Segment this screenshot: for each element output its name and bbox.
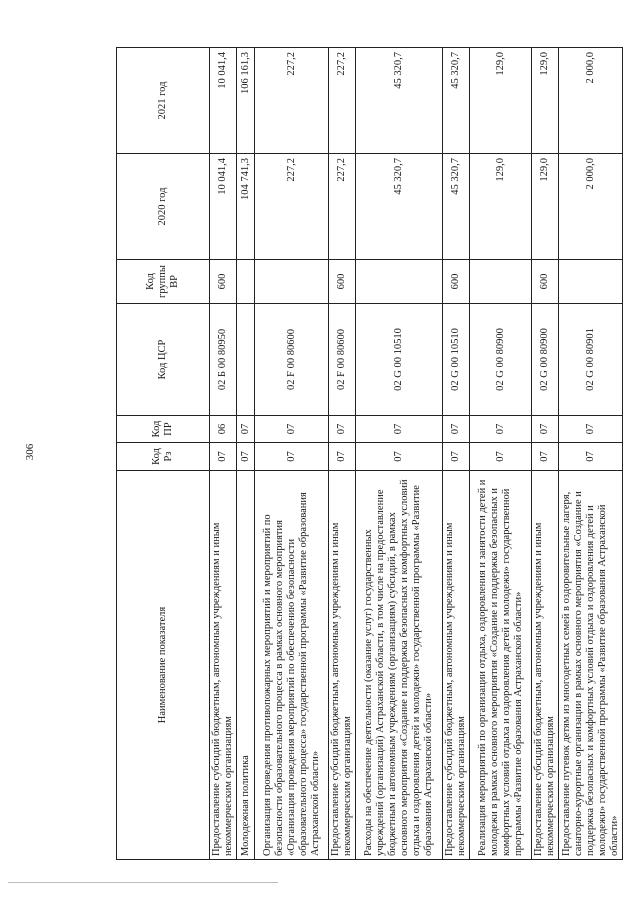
- cell-name: Предоставление субсидий бюджетным, автономным учреждениям и иным некоммерческим организациям: [210, 471, 237, 860]
- cell-rz: 07: [532, 443, 559, 471]
- table-row: [532, 48, 559, 860]
- table-row: [237, 48, 255, 860]
- cell-2020: 10 041,4: [210, 154, 237, 260]
- cell-2020: 104 741,3: [237, 154, 255, 260]
- cell-name: Предоставление субсидий бюджетным, автономным учреждениям и иным некоммерческим организациям: [329, 471, 356, 860]
- budget-table: [116, 47, 623, 860]
- header-csr: Код ЦСР: [117, 304, 210, 416]
- cell-rz: 07: [356, 443, 443, 471]
- header-vr: Код группы ВР: [117, 260, 210, 304]
- cell-2021: 45 320,7: [443, 48, 470, 154]
- cell-vr: [255, 260, 329, 304]
- cell-pr: 07: [329, 416, 356, 443]
- cell-csr: 02 Б 00 80950: [210, 304, 237, 416]
- cell-2021: 2 000,0: [559, 48, 623, 154]
- footer-divider: [8, 882, 278, 883]
- cell-vr: 600: [443, 260, 470, 304]
- cell-2020: 129,0: [532, 154, 559, 260]
- cell-pr: 06: [210, 416, 237, 443]
- cell-vr: [237, 260, 255, 304]
- cell-vr: [559, 260, 623, 304]
- cell-name: Предоставление путевок детям из многодетных семей в оздоровительные лагеря, санаторно-курортные организации в рамках основного мероприятия «Создание и поддержка безопасных и комфортных условий отдыха и оздоровления детей и молодежи» государственной программы «Развитие образования Астраханской области»: [559, 471, 623, 860]
- rotated-table-wrapper: [116, 48, 620, 860]
- header-pr: Код ПР: [117, 416, 210, 443]
- cell-name: Расходы на обеспечение деятельности (оказание услуг) государственных учреждений (организаций) Астраханской области, в том числе на предоставление бюджетным и автономным учреждениям (организациям) субсидий, в рамках основного мероприятия «Создание и поддержка безопасных и комфортных условий отдыха и оздоровления детей и молодежи» государственной программы «Развитие образования Астраханской области»: [356, 471, 443, 860]
- cell-pr: 07: [237, 416, 255, 443]
- header-name: Наименование показателя: [117, 471, 210, 860]
- cell-rz: 07: [443, 443, 470, 471]
- cell-2021: 10 041,4: [210, 48, 237, 154]
- cell-csr: 02 F 00 80600: [329, 304, 356, 416]
- cell-name: Организация проведения противопожарных мероприятий и мероприятий по безопасности образовательного процесса в рамках основного мероприятия «Организация проведения мероприятий по обеспечению безопасности образовательного процесса» государственной программы «Развитие образования Астраханской области»: [255, 471, 329, 860]
- cell-2020: 129,0: [470, 154, 532, 260]
- cell-csr: 02 G 00 80901: [559, 304, 623, 416]
- cell-csr: 02 G 00 10510: [356, 304, 443, 416]
- cell-rz: 07: [329, 443, 356, 471]
- table-row: [255, 48, 329, 860]
- cell-rz: 07: [559, 443, 623, 471]
- table-row: [210, 48, 237, 860]
- cell-2020: 227,2: [255, 154, 329, 260]
- cell-pr: 07: [443, 416, 470, 443]
- cell-rz: 07: [210, 443, 237, 471]
- cell-2021: 106 161,3: [237, 48, 255, 154]
- cell-csr: 02 F 00 80600: [255, 304, 329, 416]
- cell-2021: 129,0: [532, 48, 559, 154]
- cell-pr: 07: [532, 416, 559, 443]
- header-row: [117, 48, 210, 860]
- cell-2021: 45 320,7: [356, 48, 443, 154]
- page-number: 306: [24, 443, 36, 461]
- cell-vr: [470, 260, 532, 304]
- cell-csr: 02 G 00 80900: [470, 304, 532, 416]
- table-row: [329, 48, 356, 860]
- header-rz: Код Рз: [117, 443, 210, 471]
- header-2021: 2021 год: [117, 48, 210, 154]
- cell-vr: [356, 260, 443, 304]
- cell-2021: 129,0: [470, 48, 532, 154]
- cell-pr: 07: [255, 416, 329, 443]
- cell-pr: 07: [470, 416, 532, 443]
- cell-name: Молодежная политика: [237, 471, 255, 860]
- cell-2020: 227,2: [329, 154, 356, 260]
- cell-csr: [237, 304, 255, 416]
- cell-2021: 227,2: [255, 48, 329, 154]
- cell-pr: 07: [356, 416, 443, 443]
- cell-vr: 600: [329, 260, 356, 304]
- cell-rz: 07: [255, 443, 329, 471]
- cell-2020: 45 320,7: [356, 154, 443, 260]
- cell-2020: 45 320,7: [443, 154, 470, 260]
- cell-rz: 07: [237, 443, 255, 471]
- cell-pr: 07: [559, 416, 623, 443]
- cell-name: Предоставление субсидий бюджетным, автономным учреждениям и иным некоммерческим организациям: [443, 471, 470, 860]
- cell-name: Предоставление субсидий бюджетным, автономным учреждениям и иным некоммерческим организациям: [532, 471, 559, 860]
- cell-vr: 600: [532, 260, 559, 304]
- table-row: [470, 48, 532, 860]
- cell-rz: 07: [470, 443, 532, 471]
- table-row: [559, 48, 623, 860]
- cell-csr: 02 G 00 10510: [443, 304, 470, 416]
- cell-name: Реализация мероприятий по организации отдыха, оздоровления и занятости детей и молодежи в рамках основного мероприятия «Создание и поддержка безопасных и комфортных условий отдыха и оздоровления детей и молодежи» государственной программы «Развитие образования Астраханской области»: [470, 471, 532, 860]
- cell-2020: 2 000,0: [559, 154, 623, 260]
- cell-csr: 02 G 00 80900: [532, 304, 559, 416]
- table-row: [443, 48, 470, 860]
- table-row: [356, 48, 443, 860]
- cell-2021: 227,2: [329, 48, 356, 154]
- cell-vr: 600: [210, 260, 237, 304]
- header-2020: 2020 год: [117, 154, 210, 260]
